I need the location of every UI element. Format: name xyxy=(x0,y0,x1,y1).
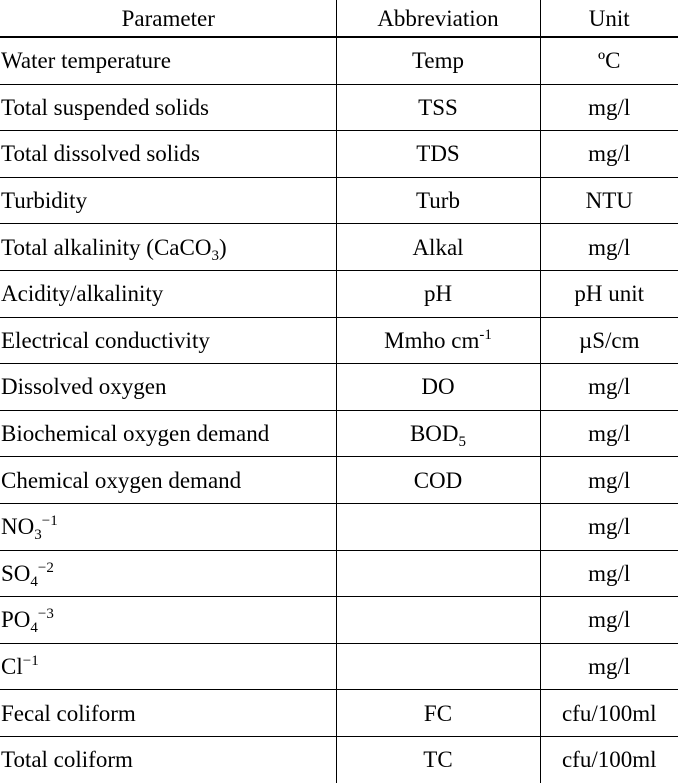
superscript: −3 xyxy=(37,606,54,623)
abbreviation-cell xyxy=(336,550,540,597)
table-row xyxy=(0,131,678,178)
abbreviation-cell: TDS xyxy=(336,131,540,178)
cell-text: PO xyxy=(1,607,31,633)
cell-text: Total alkalinity (CaCO xyxy=(1,234,212,260)
subscript: 3 xyxy=(34,527,42,544)
superscript: −2 xyxy=(37,559,54,576)
unit-cell: mg/l xyxy=(588,234,631,260)
parameter-cell: Turbidity xyxy=(1,188,88,214)
abbreviation-cell: Alkal xyxy=(336,224,540,271)
parameter-cell: Total coliform xyxy=(1,747,133,773)
abbreviation-cell xyxy=(336,410,540,457)
table-row xyxy=(0,690,678,737)
cell-text: NO xyxy=(1,514,35,540)
unit-cell: cfu/100ml xyxy=(561,747,657,773)
parameter-cell: Dissolved oxygen xyxy=(1,374,167,400)
unit-cell: mg/l xyxy=(588,421,631,447)
unit-cell: mg/l xyxy=(588,560,631,586)
table-row xyxy=(0,224,678,271)
unit-cell: µS/cm xyxy=(578,327,640,353)
cell-text: BOD xyxy=(409,421,459,447)
superscript: -1 xyxy=(479,326,492,343)
abbreviation-cell: pH xyxy=(336,270,540,317)
cell-text: SO xyxy=(1,560,31,586)
cell-text-suffix: ) xyxy=(218,234,227,260)
cell-text: Cl xyxy=(1,654,23,680)
parameter-cell xyxy=(0,224,336,271)
parameter-cell: Fecal coliform xyxy=(1,700,136,726)
parameter-cell: Total suspended solids xyxy=(1,94,209,120)
abbreviation-cell xyxy=(336,503,540,550)
table-row xyxy=(0,597,678,644)
unit-cell: mg/l xyxy=(588,607,631,633)
abbreviation-cell: TC xyxy=(336,736,540,782)
table-row xyxy=(0,643,678,690)
parameter-cell: Total dissolved solids xyxy=(1,141,201,167)
unit-cell: mg/l xyxy=(588,141,631,167)
unit-cell: ºC xyxy=(598,48,621,74)
abbreviation-cell xyxy=(336,643,540,690)
table-row xyxy=(0,317,678,364)
subscript: 4 xyxy=(30,573,38,590)
abbreviation-cell: Temp xyxy=(336,37,540,84)
parameter-cell: Acidity/alkalinity xyxy=(1,281,164,307)
table-row xyxy=(0,736,678,782)
abbreviation-cell: Turb xyxy=(336,177,540,224)
parameter-cell xyxy=(0,643,336,690)
table-row xyxy=(0,364,678,411)
subscript: 3 xyxy=(211,247,219,264)
superscript: −1 xyxy=(22,653,39,670)
unit-cell: mg/l xyxy=(588,467,631,493)
parameter-cell xyxy=(0,597,336,644)
header-unit: Unit xyxy=(588,5,630,31)
table-row xyxy=(0,177,678,224)
unit-cell: mg/l xyxy=(588,374,631,400)
parameter-cell: Chemical oxygen demand xyxy=(1,467,242,493)
abbreviation-cell: TSS xyxy=(336,84,540,131)
abbreviation-cell: FC xyxy=(336,690,540,737)
unit-cell: mg/l xyxy=(588,94,631,120)
table-row xyxy=(0,84,678,131)
parameter-cell xyxy=(0,503,336,550)
abbreviation-cell xyxy=(336,597,540,644)
unit-cell: mg/l xyxy=(588,654,631,680)
unit-cell: cfu/100ml xyxy=(561,700,657,726)
table-row xyxy=(0,37,678,84)
parameter-cell xyxy=(0,550,336,597)
abbreviation-cell xyxy=(336,317,540,364)
parameter-cell: Biochemical oxygen demand xyxy=(1,421,270,447)
header-abbreviation: Abbreviation xyxy=(336,0,540,37)
table-row xyxy=(0,457,678,504)
table-row xyxy=(0,550,678,597)
abbreviation-cell: DO xyxy=(336,364,540,411)
table-body xyxy=(0,37,678,783)
subscript: 5 xyxy=(458,434,467,451)
unit-cell: pH unit xyxy=(574,281,645,307)
superscript: −1 xyxy=(41,513,58,530)
header-parameter: Parameter xyxy=(121,5,215,31)
table-header-row xyxy=(0,0,678,37)
abbreviation-cell: COD xyxy=(336,457,540,504)
parameter-cell: Electrical conductivity xyxy=(1,327,210,353)
subscript: 4 xyxy=(30,620,38,637)
parameter-cell: Water temperature xyxy=(1,48,171,74)
table-row xyxy=(0,410,678,457)
cell-text: Mmho cm xyxy=(384,327,480,353)
table-row xyxy=(0,270,678,317)
unit-cell: mg/l xyxy=(588,514,631,540)
unit-cell: NTU xyxy=(585,188,633,214)
table-row xyxy=(0,503,678,550)
